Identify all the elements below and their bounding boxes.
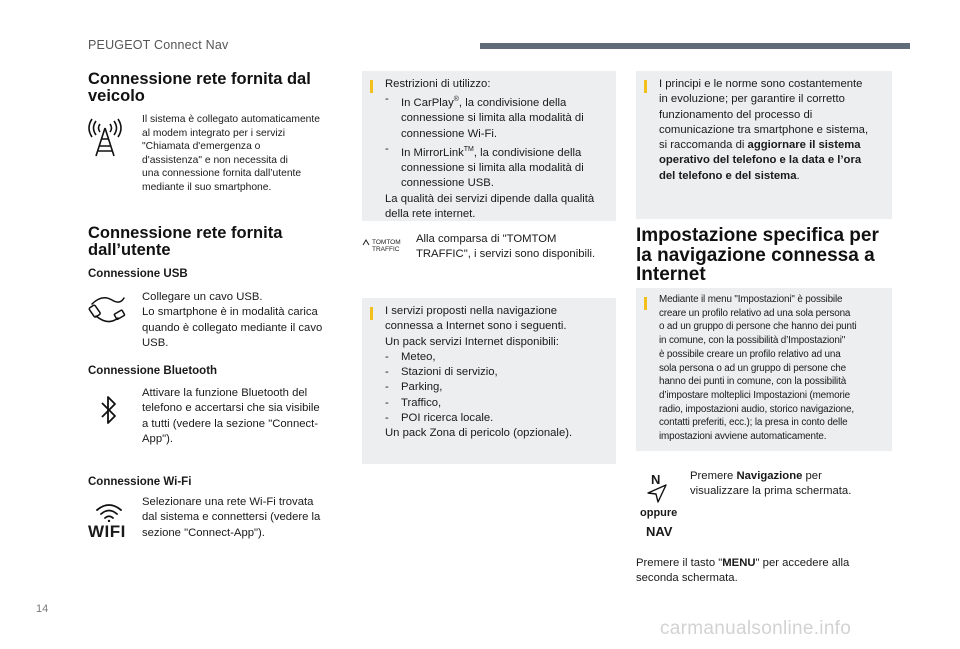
network-title-line2: veicolo: [88, 87, 145, 105]
oppure-label: oppure: [640, 507, 678, 519]
principles-line: [659, 169, 886, 184]
list-item: [385, 365, 610, 380]
usb-subtitle: Connessione USB: [88, 268, 188, 280]
network-line: una connessione fornita dall’utente: [142, 168, 302, 180]
usb-line: quando è collegato mediante il cavo: [142, 321, 323, 334]
bluetooth-line: a tutti (vedere la sezione "Connect-: [142, 417, 319, 430]
tomtom-logo-line1: TOMTOM: [372, 239, 401, 246]
settings-title-line3: Internet: [636, 264, 706, 285]
principles-line: [659, 153, 886, 168]
settings-title-line1: Impostazione specifica per: [636, 225, 879, 246]
network-line: mediante il suo smartphone.: [142, 181, 272, 193]
restriction-text: connessione USB.: [401, 177, 494, 190]
wifi-description: [142, 495, 342, 541]
press-navigation-text: [690, 469, 890, 500]
wifi-line: dal sistema e connettersi (vedere la: [142, 511, 321, 524]
list-dash: -: [385, 381, 389, 394]
press-text-run: per: [802, 470, 822, 482]
network-title-line1: Connessione rete fornita dal: [88, 70, 311, 88]
tomtom-icon: [362, 239, 370, 246]
restriction-text: , la condivisione della: [473, 146, 582, 159]
principles-text: [659, 77, 886, 184]
tomtom-line: Alla comparsa di "TOMTOM: [416, 233, 557, 245]
menu-text-run: Premere il tasto ": [636, 557, 723, 569]
settings-note-line: creare un profilo relativo ad una sola persona: [659, 307, 851, 319]
settings-section-title: [636, 226, 879, 285]
services-line: Un pack servizi Internet disponibili:: [385, 335, 559, 348]
restriction-item: [385, 142, 610, 192]
principles-note: [636, 71, 892, 219]
settings-note-line: contatti preferiti, ecc.); la presa in conto delle: [659, 417, 848, 429]
list-item: [385, 380, 610, 395]
wifi-icon: [94, 502, 124, 522]
restrictions-text: [385, 77, 610, 222]
service-label: Parking,: [401, 381, 443, 394]
registered-mark: ®: [453, 96, 459, 104]
principles-line: [659, 138, 886, 153]
list-dash: -: [385, 93, 389, 106]
service-label: Stazioni di servizio,: [401, 366, 498, 379]
principles-text-run: .: [796, 169, 800, 182]
restrictions-outro: della rete internet.: [385, 207, 476, 220]
bluetooth-description: [142, 386, 342, 447]
navigation-keyword: Navigazione: [736, 470, 803, 482]
principles-line: funzionamento del processo di: [659, 108, 813, 121]
usb-cable-icon: [88, 292, 128, 326]
nav-icon-letter: N: [651, 472, 661, 487]
network-line: "Chiamata d'emergenza o: [142, 141, 261, 153]
restrictions-note: [362, 71, 616, 221]
usb-description: [142, 290, 342, 351]
services-list: [385, 350, 610, 426]
list-dash: -: [385, 366, 389, 379]
principles-bold-run: aggiornare il sistema: [747, 139, 861, 152]
tomtom-traffic-logo: [362, 239, 412, 253]
list-item: [385, 411, 610, 426]
press-menu-text: [636, 556, 892, 587]
principles-bold-run: del telefono e del sistema: [659, 169, 797, 182]
settings-note-text: [659, 293, 886, 444]
settings-note-line: è possibile creare un profilo relativo ad una: [659, 348, 841, 360]
trademark-mark: TM: [463, 145, 474, 153]
restrictions-list: [385, 92, 610, 191]
header-title: PEUGEOT Connect Nav: [88, 38, 229, 52]
services-note: [362, 298, 616, 464]
header-bar: [480, 43, 910, 49]
network-description: [142, 113, 342, 195]
antenna-icon: [88, 118, 122, 158]
services-line: connessa a Internet sono i seguenti.: [385, 320, 567, 333]
network-line: d'assistenza" e non necessita di: [142, 154, 288, 166]
services-outro: Un pack Zona di pericolo (opzionale).: [385, 427, 573, 440]
principles-text-run: si raccomanda di: [659, 139, 748, 152]
nav-key-label: NAV: [646, 524, 673, 539]
settings-note-line: sola persona o ad un gruppo di persone che: [659, 362, 846, 374]
principles-line: in evoluzione; per garantire il corretto: [659, 93, 845, 106]
settings-note-line: d’impostare molteplici Impostazioni (memorie: [659, 389, 850, 401]
service-label: Meteo,: [401, 350, 436, 363]
usb-line: USB.: [142, 336, 169, 349]
settings-note-line: in comune, con la possibilità d’Impostazioni": [659, 335, 846, 347]
tomtom-line: TRAFFIC", i servizi sono disponibili.: [416, 248, 596, 261]
restriction-text: In CarPlay: [401, 97, 454, 110]
settings-note-line: hanno dei punti in comune, con la possibilità: [659, 376, 847, 388]
user-title-line1: Connessione rete fornita: [88, 224, 283, 242]
services-text: [385, 304, 610, 442]
bluetooth-line: App").: [142, 432, 174, 445]
page-number: 14: [36, 603, 49, 615]
note-marker: [370, 307, 373, 320]
list-dash: -: [385, 396, 389, 409]
list-dash: -: [385, 350, 389, 363]
bluetooth-line: telefono e accertarsi che sia visibile: [142, 402, 320, 415]
tomtom-logo-line2: TRAFFIC: [372, 246, 400, 253]
restriction-text: connessione Wi-Fi.: [401, 127, 498, 140]
network-line: al modem integrato per i servizi: [142, 127, 286, 139]
settings-note: [636, 288, 892, 451]
menu-line: [636, 556, 892, 571]
press-line: visualizzare la prima schermata.: [690, 485, 852, 498]
principles-bold-run: operativo del telefono e la data e l’ora: [659, 154, 862, 167]
menu-text-run: " per accedere alla: [755, 557, 850, 569]
bluetooth-line: Attivare la funzione Bluetooth del: [142, 387, 308, 399]
usb-line: Lo smartphone è in modalità carica: [142, 306, 318, 319]
restriction-text: In MirrorLink: [401, 146, 464, 159]
service-label: Traffico,: [401, 396, 442, 409]
list-item: [385, 350, 610, 365]
tomtom-description: [416, 232, 616, 263]
service-label: POI ricerca locale.: [401, 412, 494, 425]
press-text-run: Premere: [690, 470, 737, 482]
note-marker: [644, 297, 647, 310]
principles-line: I principi e le norme sono costantemente: [659, 78, 863, 90]
watermark-text: carmanualsonline.info: [660, 618, 852, 639]
note-marker: [370, 80, 373, 93]
list-dash: -: [385, 412, 389, 425]
bluetooth-icon: [99, 394, 119, 426]
network-section-title: [88, 71, 311, 105]
restrictions-outro: La qualità dei servizi dipende dalla qualità: [385, 192, 595, 205]
settings-note-line: o ad un gruppo di persone che hanno dei punti: [659, 321, 857, 333]
list-item: [385, 396, 610, 411]
settings-title-line2: la navigazione connessa a: [636, 244, 875, 266]
navigation-arrow-icon: [646, 483, 668, 503]
usb-line: Collegare un cavo USB.: [142, 291, 263, 303]
restrictions-intro: Restrizioni di utilizzo:: [385, 78, 491, 90]
restriction-item: [385, 92, 610, 142]
restriction-text: connessione si limita alla modalità di: [401, 162, 584, 175]
menu-keyword: MENU: [722, 557, 756, 569]
bluetooth-subtitle: Connessione Bluetooth: [88, 365, 218, 377]
menu-line: seconda schermata.: [636, 572, 738, 585]
network-line: Il sistema è collegato automaticamente: [142, 114, 320, 125]
wifi-icon-label: WIFI: [88, 522, 126, 541]
list-dash: -: [385, 142, 389, 155]
services-line: I servizi proposti nella navigazione: [385, 305, 558, 317]
settings-note-line: radio, impostazioni audio, storico navigazione,: [659, 403, 854, 415]
wifi-subtitle: Connessione Wi-Fi: [88, 476, 192, 488]
settings-note-line: impostazioni avviene automaticamente.: [659, 431, 827, 443]
press-line: [690, 469, 890, 484]
wifi-line: sezione "Connect-App").: [142, 526, 265, 539]
restriction-text: , la condivisione della: [458, 97, 567, 110]
user-section-title: [88, 225, 282, 259]
settings-note-line: Mediante il menu "Impostazioni" è possibile: [659, 294, 843, 305]
restriction-text: connessione si limita alla modalità di: [401, 112, 584, 125]
wifi-line: Selezionare una rete Wi-Fi trovata: [142, 496, 314, 508]
principles-line: comunicazione tra smartphone e sistema,: [659, 123, 869, 136]
user-title-line2: dall’utente: [88, 241, 171, 259]
note-marker: [644, 80, 647, 93]
